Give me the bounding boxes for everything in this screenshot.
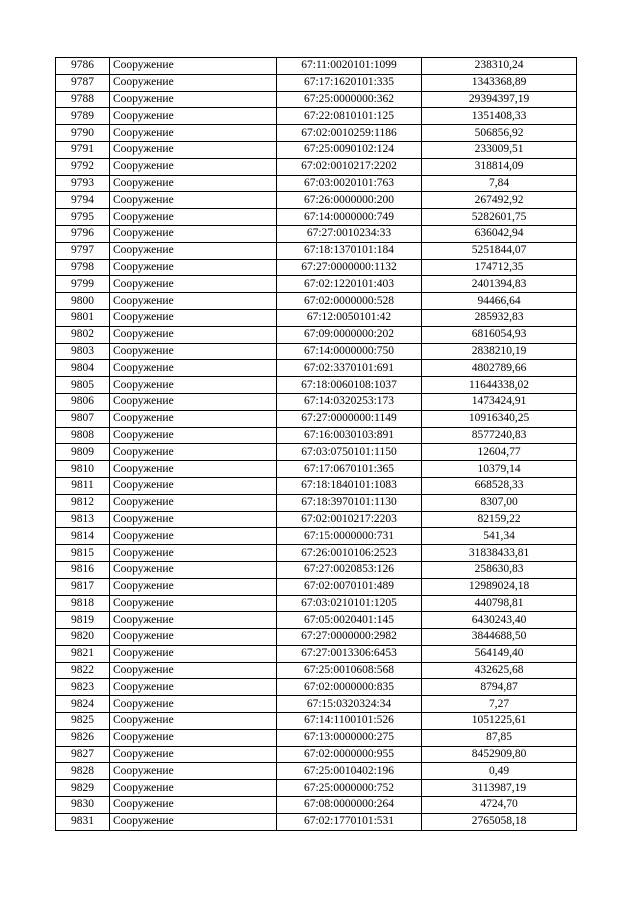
row-number-cell: 9819 — [56, 612, 110, 629]
cadastral-value-cell: 285932,83 — [422, 309, 577, 326]
row-number-cell: 9830 — [56, 797, 110, 814]
object-type-cell: Сооружение — [110, 662, 277, 679]
cadastral-number-cell: 67:09:0000000:202 — [277, 326, 422, 343]
object-type-cell: Сооружение — [110, 427, 277, 444]
cadastral-number-cell: 67:02:1220101:403 — [277, 276, 422, 293]
object-type-cell: Сооружение — [110, 141, 277, 158]
object-type-cell: Сооружение — [110, 309, 277, 326]
cadastral-value-cell: 94466,64 — [422, 293, 577, 310]
cadastral-number-cell: 67:02:0000000:835 — [277, 679, 422, 696]
cadastral-number-cell: 67:14:0320253:173 — [277, 393, 422, 410]
row-number-cell: 9802 — [56, 326, 110, 343]
table-row — [56, 225, 577, 242]
object-type-cell: Сооружение — [110, 444, 277, 461]
cadastral-number-cell: 67:14:0000000:750 — [277, 343, 422, 360]
cadastral-number-cell: 67:22:0810101:125 — [277, 108, 422, 125]
object-type-cell: Сооружение — [110, 259, 277, 276]
table-row — [56, 276, 577, 293]
table-row — [56, 797, 577, 814]
row-number-cell: 9805 — [56, 377, 110, 394]
cadastral-value-cell: 8577240,83 — [422, 427, 577, 444]
object-type-cell: Сооружение — [110, 780, 277, 797]
cadastral-value-cell: 12604,77 — [422, 444, 577, 461]
cadastral-value-cell: 5282601,75 — [422, 209, 577, 226]
object-type-cell: Сооружение — [110, 293, 277, 310]
table-row — [56, 528, 577, 545]
table-row — [56, 763, 577, 780]
cadastral-value-cell: 8452909,80 — [422, 746, 577, 763]
cadastral-number-cell: 67:02:0010259:1186 — [277, 125, 422, 142]
row-number-cell: 9789 — [56, 108, 110, 125]
cadastral-number-cell: 67:25:0010608:568 — [277, 662, 422, 679]
table-row — [56, 192, 577, 209]
row-number-cell: 9817 — [56, 578, 110, 595]
cadastral-number-cell: 67:05:0020401:145 — [277, 612, 422, 629]
cadastral-value-cell: 1343368,89 — [422, 74, 577, 91]
table-row — [56, 444, 577, 461]
object-type-cell: Сооружение — [110, 494, 277, 511]
cadastral-value-cell: 6816054,93 — [422, 326, 577, 343]
object-type-cell: Сооружение — [110, 578, 277, 595]
object-type-cell: Сооружение — [110, 225, 277, 242]
row-number-cell: 9816 — [56, 561, 110, 578]
row-number-cell: 9812 — [56, 494, 110, 511]
cadastral-value-cell: 10916340,25 — [422, 410, 577, 427]
table-row — [56, 410, 577, 427]
table-row — [56, 746, 577, 763]
cadastral-value-cell: 3113987,19 — [422, 780, 577, 797]
cadastral-value-cell: 31838433,81 — [422, 545, 577, 562]
cadastral-value-cell: 238310,24 — [422, 58, 577, 75]
object-type-cell: Сооружение — [110, 595, 277, 612]
table-row — [56, 629, 577, 646]
cadastral-value-cell: 258630,83 — [422, 561, 577, 578]
cadastral-number-cell: 67:15:0320324:34 — [277, 696, 422, 713]
cadastral-number-cell: 67:26:0000000:200 — [277, 192, 422, 209]
cadastral-number-cell: 67:18:0060108:1037 — [277, 377, 422, 394]
object-type-cell: Сооружение — [110, 511, 277, 528]
table-row — [56, 545, 577, 562]
cadastral-value-cell: 267492,92 — [422, 192, 577, 209]
row-number-cell: 9808 — [56, 427, 110, 444]
table-row — [56, 58, 577, 75]
cadastral-value-cell: 4802789,66 — [422, 360, 577, 377]
cadastral-value-cell: 82159,22 — [422, 511, 577, 528]
row-number-cell: 9818 — [56, 595, 110, 612]
row-number-cell: 9831 — [56, 813, 110, 830]
cadastral-number-cell: 67:02:0070101:489 — [277, 578, 422, 595]
row-number-cell: 9796 — [56, 225, 110, 242]
object-type-cell: Сооружение — [110, 242, 277, 259]
object-type-cell: Сооружение — [110, 477, 277, 494]
table-row — [56, 393, 577, 410]
object-type-cell: Сооружение — [110, 276, 277, 293]
table-row — [56, 679, 577, 696]
object-type-cell: Сооружение — [110, 612, 277, 629]
cadastral-value-cell: 5251844,07 — [422, 242, 577, 259]
row-number-cell: 9826 — [56, 729, 110, 746]
row-number-cell: 9791 — [56, 141, 110, 158]
table-row — [56, 813, 577, 830]
cadastral-value-cell: 1351408,33 — [422, 108, 577, 125]
object-type-cell: Сооружение — [110, 377, 277, 394]
cadastral-value-cell: 541,34 — [422, 528, 577, 545]
cadastral-value-cell: 87,85 — [422, 729, 577, 746]
row-number-cell: 9806 — [56, 393, 110, 410]
object-type-cell: Сооружение — [110, 545, 277, 562]
row-number-cell: 9824 — [56, 696, 110, 713]
table-row — [56, 494, 577, 511]
cadastral-value-cell: 2401394,83 — [422, 276, 577, 293]
row-number-cell: 9829 — [56, 780, 110, 797]
object-type-cell: Сооружение — [110, 58, 277, 75]
row-number-cell: 9820 — [56, 629, 110, 646]
cadastral-value-cell: 636042,94 — [422, 225, 577, 242]
cadastral-value-cell: 8307,00 — [422, 494, 577, 511]
cadastral-number-cell: 67:02:0010217:2202 — [277, 158, 422, 175]
row-number-cell: 9803 — [56, 343, 110, 360]
registry-table — [55, 57, 577, 831]
object-type-cell: Сооружение — [110, 629, 277, 646]
table-row — [56, 477, 577, 494]
cadastral-number-cell: 67:27:0010234:33 — [277, 225, 422, 242]
table-row — [56, 209, 577, 226]
cadastral-number-cell: 67:03:0750101:1150 — [277, 444, 422, 461]
table-row — [56, 158, 577, 175]
table-row — [56, 461, 577, 478]
object-type-cell: Сооружение — [110, 561, 277, 578]
object-type-cell: Сооружение — [110, 91, 277, 108]
cadastral-value-cell: 174712,35 — [422, 259, 577, 276]
table-row — [56, 645, 577, 662]
cadastral-value-cell: 10379,14 — [422, 461, 577, 478]
table-row — [56, 125, 577, 142]
cadastral-number-cell: 67:25:0000000:362 — [277, 91, 422, 108]
row-number-cell: 9813 — [56, 511, 110, 528]
object-type-cell: Сооружение — [110, 461, 277, 478]
cadastral-number-cell: 67:14:1100101:526 — [277, 713, 422, 730]
table-row — [56, 175, 577, 192]
cadastral-value-cell: 12989024,18 — [422, 578, 577, 595]
row-number-cell: 9797 — [56, 242, 110, 259]
cadastral-number-cell: 67:02:0010217:2203 — [277, 511, 422, 528]
cadastral-number-cell: 67:12:0050101:42 — [277, 309, 422, 326]
object-type-cell: Сооружение — [110, 645, 277, 662]
cadastral-value-cell: 506856,92 — [422, 125, 577, 142]
table-row — [56, 578, 577, 595]
cadastral-number-cell: 67:27:0000000:1149 — [277, 410, 422, 427]
table-row — [56, 713, 577, 730]
cadastral-number-cell: 67:16:0030103:891 — [277, 427, 422, 444]
cadastral-number-cell: 67:17:1620101:335 — [277, 74, 422, 91]
object-type-cell: Сооружение — [110, 393, 277, 410]
row-number-cell: 9827 — [56, 746, 110, 763]
table-row — [56, 108, 577, 125]
row-number-cell: 9798 — [56, 259, 110, 276]
row-number-cell: 9793 — [56, 175, 110, 192]
row-number-cell: 9790 — [56, 125, 110, 142]
cadastral-number-cell: 67:18:1370101:184 — [277, 242, 422, 259]
object-type-cell: Сооружение — [110, 696, 277, 713]
object-type-cell: Сооружение — [110, 192, 277, 209]
cadastral-value-cell: 3844688,50 — [422, 629, 577, 646]
row-number-cell: 9821 — [56, 645, 110, 662]
row-number-cell: 9799 — [56, 276, 110, 293]
table-row — [56, 293, 577, 310]
table-row — [56, 242, 577, 259]
cadastral-number-cell: 67:27:0000000:1132 — [277, 259, 422, 276]
row-number-cell: 9786 — [56, 58, 110, 75]
object-type-cell: Сооружение — [110, 746, 277, 763]
cadastral-number-cell: 67:26:0010106:2523 — [277, 545, 422, 562]
cadastral-value-cell: 440798,81 — [422, 595, 577, 612]
row-number-cell: 9809 — [56, 444, 110, 461]
cadastral-number-cell: 67:02:3370101:691 — [277, 360, 422, 377]
row-number-cell: 9822 — [56, 662, 110, 679]
cadastral-number-cell: 67:18:3970101:1130 — [277, 494, 422, 511]
table-row — [56, 91, 577, 108]
cadastral-value-cell: 0,49 — [422, 763, 577, 780]
table-row — [56, 377, 577, 394]
cadastral-number-cell: 67:02:0000000:955 — [277, 746, 422, 763]
row-number-cell: 9801 — [56, 309, 110, 326]
object-type-cell: Сооружение — [110, 158, 277, 175]
cadastral-number-cell: 67:27:0000000:2982 — [277, 629, 422, 646]
cadastral-number-cell: 67:27:0020853:126 — [277, 561, 422, 578]
cadastral-number-cell: 67:27:0013306:6453 — [277, 645, 422, 662]
table-row — [56, 561, 577, 578]
object-type-cell: Сооружение — [110, 797, 277, 814]
cadastral-number-cell: 67:25:0000000:752 — [277, 780, 422, 797]
row-number-cell: 9787 — [56, 74, 110, 91]
table-row — [56, 595, 577, 612]
table-row — [56, 360, 577, 377]
row-number-cell: 9794 — [56, 192, 110, 209]
cadastral-number-cell: 67:11:0020101:1099 — [277, 58, 422, 75]
cadastral-value-cell: 2765058,18 — [422, 813, 577, 830]
table-row — [56, 696, 577, 713]
cadastral-number-cell: 67:14:0000000:749 — [277, 209, 422, 226]
cadastral-value-cell: 1473424,91 — [422, 393, 577, 410]
cadastral-value-cell: 1051225,61 — [422, 713, 577, 730]
cadastral-number-cell: 67:18:1840101:1083 — [277, 477, 422, 494]
object-type-cell: Сооружение — [110, 763, 277, 780]
table-row — [56, 309, 577, 326]
object-type-cell: Сооружение — [110, 729, 277, 746]
row-number-cell: 9792 — [56, 158, 110, 175]
object-type-cell: Сооружение — [110, 343, 277, 360]
cadastral-value-cell: 11644338,02 — [422, 377, 577, 394]
cadastral-number-cell: 67:25:0010402:196 — [277, 763, 422, 780]
object-type-cell: Сооружение — [110, 125, 277, 142]
cadastral-number-cell: 67:17:0670101:365 — [277, 461, 422, 478]
row-number-cell: 9807 — [56, 410, 110, 427]
table-row — [56, 326, 577, 343]
cadastral-value-cell: 2838210,19 — [422, 343, 577, 360]
object-type-cell: Сооружение — [110, 813, 277, 830]
row-number-cell: 9825 — [56, 713, 110, 730]
cadastral-number-cell: 67:13:0000000:275 — [277, 729, 422, 746]
cadastral-value-cell: 318814,09 — [422, 158, 577, 175]
row-number-cell: 9788 — [56, 91, 110, 108]
cadastral-number-cell: 67:03:0020101:763 — [277, 175, 422, 192]
table-row — [56, 259, 577, 276]
registry-table-body — [56, 58, 577, 831]
cadastral-number-cell: 67:08:0000000:264 — [277, 797, 422, 814]
object-type-cell: Сооружение — [110, 326, 277, 343]
cadastral-value-cell: 668528,33 — [422, 477, 577, 494]
cadastral-value-cell: 7,27 — [422, 696, 577, 713]
object-type-cell: Сооружение — [110, 679, 277, 696]
cadastral-value-cell: 29394397,19 — [422, 91, 577, 108]
row-number-cell: 9814 — [56, 528, 110, 545]
object-type-cell: Сооружение — [110, 410, 277, 427]
table-row — [56, 612, 577, 629]
row-number-cell: 9828 — [56, 763, 110, 780]
cadastral-value-cell: 233009,51 — [422, 141, 577, 158]
table-row — [56, 427, 577, 444]
cadastral-value-cell: 7,84 — [422, 175, 577, 192]
cadastral-value-cell: 6430243,40 — [422, 612, 577, 629]
cadastral-number-cell: 67:02:0000000:528 — [277, 293, 422, 310]
cadastral-value-cell: 8794,87 — [422, 679, 577, 696]
table-row — [56, 74, 577, 91]
table-row — [56, 141, 577, 158]
object-type-cell: Сооружение — [110, 528, 277, 545]
row-number-cell: 9810 — [56, 461, 110, 478]
cadastral-value-cell: 4724,70 — [422, 797, 577, 814]
object-type-cell: Сооружение — [110, 74, 277, 91]
row-number-cell: 9804 — [56, 360, 110, 377]
table-row — [56, 662, 577, 679]
cadastral-number-cell: 67:03:0210101:1205 — [277, 595, 422, 612]
row-number-cell: 9815 — [56, 545, 110, 562]
table-row — [56, 343, 577, 360]
row-number-cell: 9795 — [56, 209, 110, 226]
table-row — [56, 729, 577, 746]
object-type-cell: Сооружение — [110, 175, 277, 192]
row-number-cell: 9811 — [56, 477, 110, 494]
object-type-cell: Сооружение — [110, 209, 277, 226]
cadastral-number-cell: 67:25:0090102:124 — [277, 141, 422, 158]
object-type-cell: Сооружение — [110, 713, 277, 730]
cadastral-value-cell: 432625,68 — [422, 662, 577, 679]
cadastral-value-cell: 564149,40 — [422, 645, 577, 662]
row-number-cell: 9800 — [56, 293, 110, 310]
row-number-cell: 9823 — [56, 679, 110, 696]
table-row — [56, 511, 577, 528]
object-type-cell: Сооружение — [110, 360, 277, 377]
cadastral-number-cell: 67:02:1770101:531 — [277, 813, 422, 830]
object-type-cell: Сооружение — [110, 108, 277, 125]
cadastral-number-cell: 67:15:0000000:731 — [277, 528, 422, 545]
table-row — [56, 780, 577, 797]
